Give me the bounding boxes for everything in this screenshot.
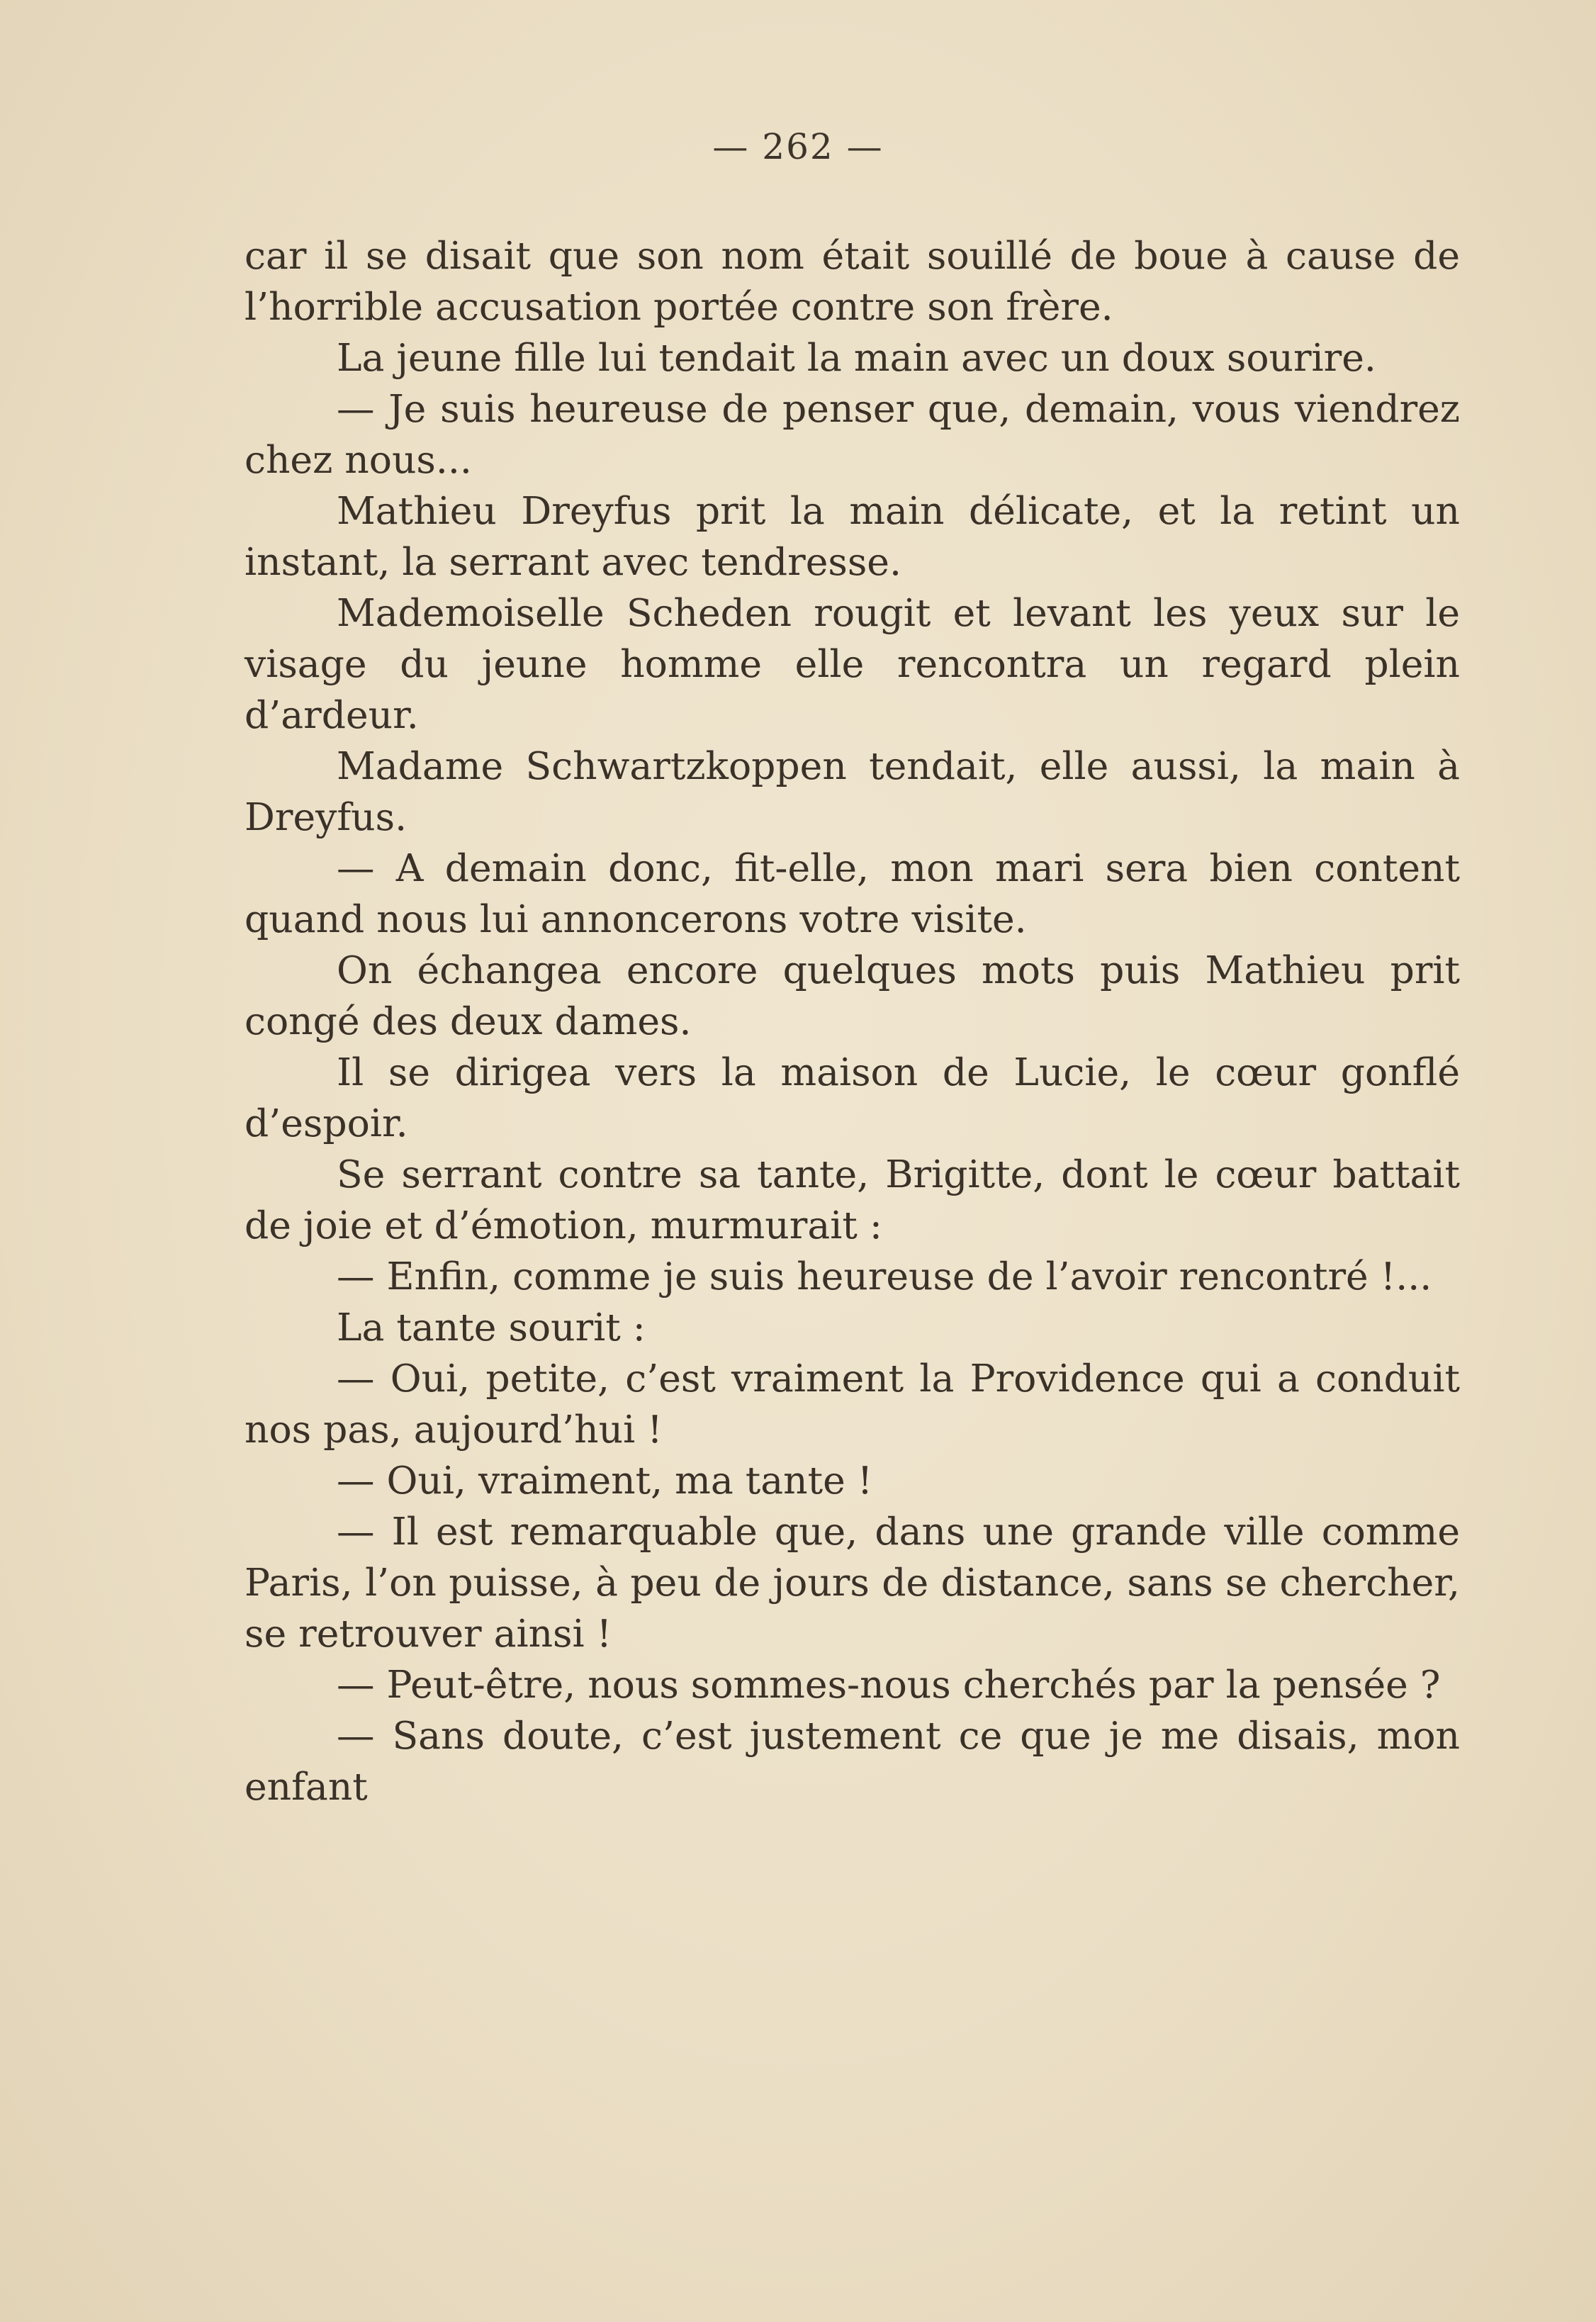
page-number: — 262 — bbox=[712, 126, 884, 167]
paragraph: — Il est remarquable que, dans une grande ville comme Paris, l’on puisse, à peu de jours de distance, sans se chercher, se retrouver ainsi ! bbox=[245, 1509, 1460, 1656]
paragraph: — Oui, vraiment, ma tante ! bbox=[337, 1458, 873, 1503]
paragraph: La jeune fille lui tendait la main avec un doux sourire. bbox=[337, 335, 1376, 380]
body-text bbox=[245, 230, 1460, 1812]
paragraph: Se serrant contre sa tante, Brigitte, dont le cœur battait de joie et d’émotion, murmurait : bbox=[245, 1152, 1460, 1247]
paragraph: — Sans doute, c’est justement ce que je me disais, mon enfant bbox=[245, 1713, 1460, 1809]
paragraph: Il se dirigea vers la maison de Lucie, le cœur gonflé d’espoir. bbox=[245, 1050, 1460, 1145]
paragraph: — Oui, petite, c’est vraiment la Providence qui a conduit nos pas, aujourd’hui ! bbox=[245, 1356, 1460, 1452]
paragraph: Madame Schwartzkoppen tendait, elle aussi, la main à Dreyfus. bbox=[245, 744, 1460, 839]
paragraph: — Peut-être, nous sommes-nous cherchés par la pensée ? bbox=[337, 1662, 1441, 1707]
paragraph: La tante sourit : bbox=[337, 1305, 646, 1350]
paragraph: — Enfin, comme je suis heureuse de l’avoir rencontré !... bbox=[337, 1254, 1432, 1299]
paragraph: Mademoiselle Scheden rougit et levant les yeux sur le visage du jeune homme elle rencontra un regard plein d’ardeur. bbox=[245, 590, 1460, 737]
paragraph: — A demain donc, fit-elle, mon mari sera bien content quand nous lui annoncerons votre visite. bbox=[245, 846, 1460, 941]
paragraph: Mathieu Dreyfus prit la main délicate, et la retint un instant, la serrant avec tendresse. bbox=[245, 488, 1460, 584]
paragraph: — Je suis heureuse de penser que, demain, vous viendrez chez nous... bbox=[245, 386, 1460, 482]
paragraph: car il se disait que son nom était souillé de boue à cause de l’horrible accusation portée contre son frère. bbox=[245, 233, 1460, 329]
paragraph: On échangea encore quelques mots puis Mathieu prit congé des deux dames. bbox=[245, 948, 1460, 1043]
